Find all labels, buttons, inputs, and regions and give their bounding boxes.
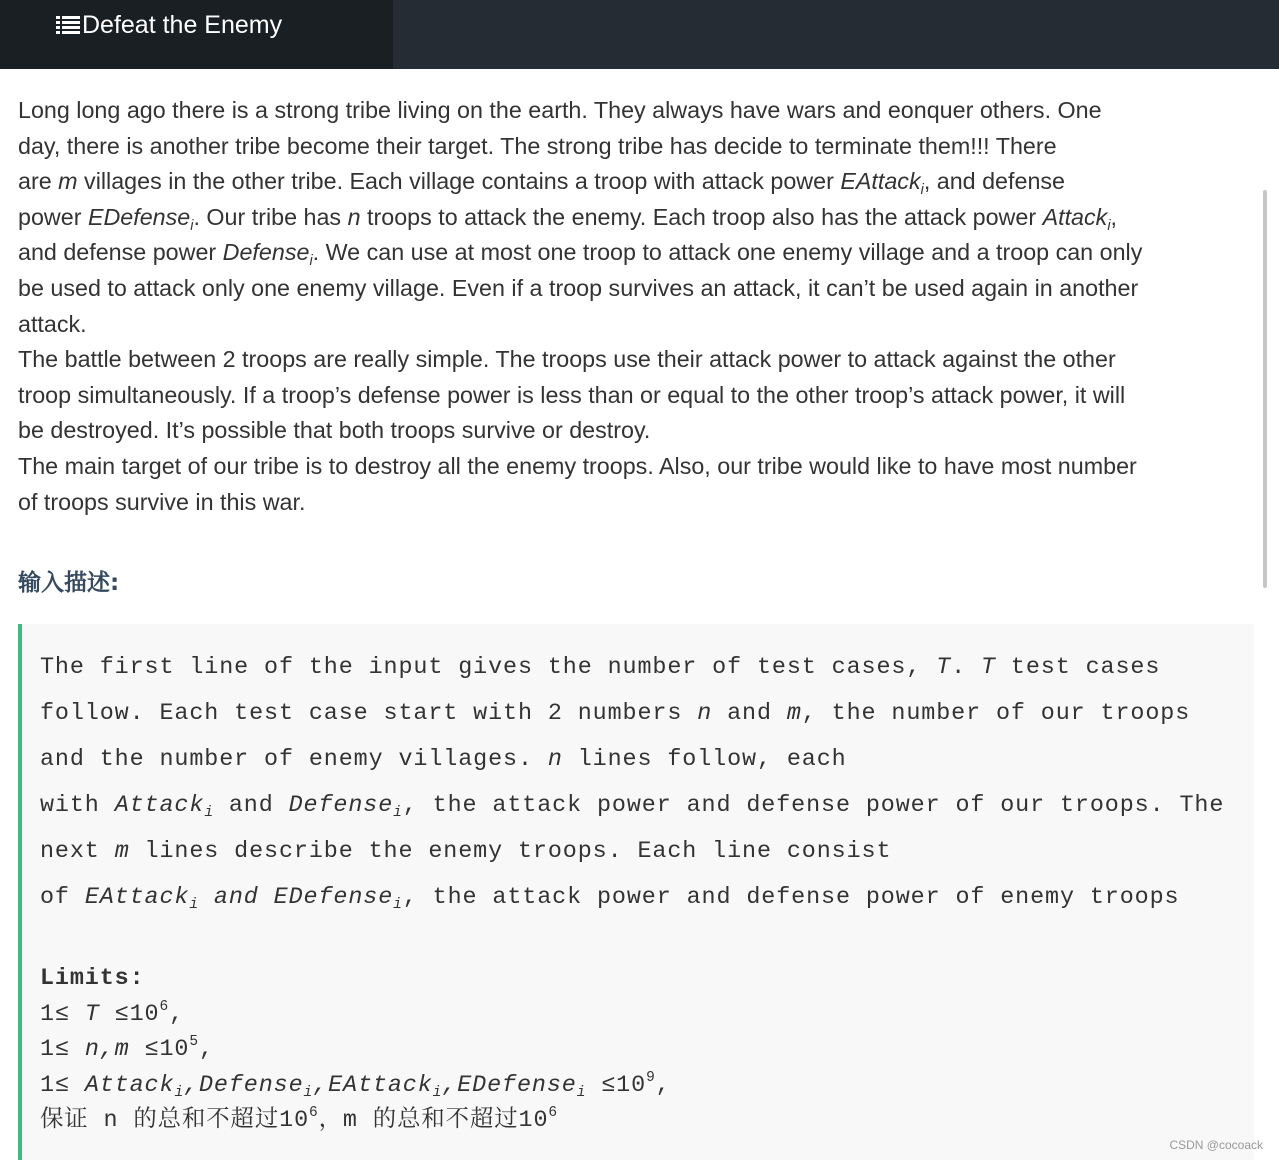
var-edefense: EDefense bbox=[87, 203, 191, 230]
limit-line: $1\le T \le 10^6$, bbox=[40, 998, 185, 1028]
text-line: be destroyed. It’s possible that both troops survive or destroy. bbox=[18, 417, 651, 444]
text-line: troop simultaneously. If a troop’s defense power is less than or equal to the other troop’s attack power, it will bbox=[18, 381, 1126, 408]
text-line: and defense power Defense$_i$. We can use at most one troop to attack one enemy village and a troop can only bbox=[18, 239, 1143, 270]
var-m: m bbox=[58, 168, 78, 195]
text-line: of troops survive in this war. bbox=[18, 488, 306, 515]
text-line: with Attack$_i$ and Defense$_i$, the attack power and defense power of our troops. The bbox=[40, 792, 1225, 821]
problem-tab[interactable] bbox=[0, 0, 393, 69]
limit-line: 保证 n 的总和不超过$10^6$，m 的总和不超过$10^6$ bbox=[40, 1104, 559, 1134]
top-bar bbox=[0, 0, 1279, 69]
var-attack: Attack bbox=[1042, 203, 1108, 230]
limits-title: Limits: bbox=[40, 966, 145, 992]
text-line: are m villages in the other tribe. Each village contains a troop with attack power EAttack$_i$, and defense bbox=[18, 168, 1066, 199]
description-paragraph bbox=[18, 93, 1254, 520]
var-n: n bbox=[347, 203, 361, 230]
problem-title-text: Defeat the Enemy bbox=[82, 10, 283, 39]
problem-title bbox=[56, 10, 282, 40]
limits-block bbox=[40, 962, 671, 1140]
text-line: of EAttack$_i$ and EDefense$_i$, the attack power and defense power of enemy troops bbox=[40, 884, 1180, 913]
text-line: The main target of our tribe is to destroy all the enemy troops. Also, our tribe would like to have most number bbox=[18, 452, 1137, 479]
text-line: be used to attack only one enemy village. Even if a troop survives an attack, it can’t be used again in another bbox=[18, 274, 1139, 301]
input-section-title: 输入描述: bbox=[18, 570, 120, 596]
var-eattack: EAttack bbox=[840, 168, 921, 195]
text-line: next m lines describe the enemy troops. Each line consist bbox=[40, 838, 892, 865]
vertical-scrollbar[interactable] bbox=[1263, 190, 1267, 588]
input-description-text bbox=[40, 646, 1224, 921]
list-icon bbox=[56, 15, 80, 35]
text-line: power EDefense$_i$. Our tribe has n troops to attack the enemy. Each troop also has the attack power Attack$_i$, bbox=[18, 203, 1118, 234]
text-line: The first line of the input gives the number of test cases, T. T test cases bbox=[40, 655, 1161, 681]
text-line: attack. bbox=[18, 310, 87, 337]
watermark: CSDN @cocoack bbox=[1169, 1138, 1263, 1152]
var-defense: Defense bbox=[222, 239, 310, 266]
text-line: day, there is another tribe become their target. The strong tribe has decide to terminate them!!! There bbox=[18, 132, 1057, 159]
text-line: follow. Each test case start with 2 numbers n and m, the number of our troops bbox=[40, 700, 1191, 727]
limit-line: 1≤ Attack$_i$,Defense$_i$,EAttack$_i$,EDefense$_i$ $\le 10^9$, bbox=[40, 1069, 671, 1101]
text-line: The battle between 2 troops are really simple. The troops use their attack power to attack against the other bbox=[18, 346, 1116, 373]
input-description-block bbox=[18, 624, 1254, 1160]
text-line: and the number of enemy villages. n lines follow, each bbox=[40, 746, 847, 773]
text-line: Long long ago there is a strong tribe living on the earth. They always have wars and eonquer others. One bbox=[18, 97, 1102, 123]
problem-description bbox=[18, 93, 1254, 520]
limit-line: $1\le n,m \le 10^5$, bbox=[40, 1033, 214, 1063]
